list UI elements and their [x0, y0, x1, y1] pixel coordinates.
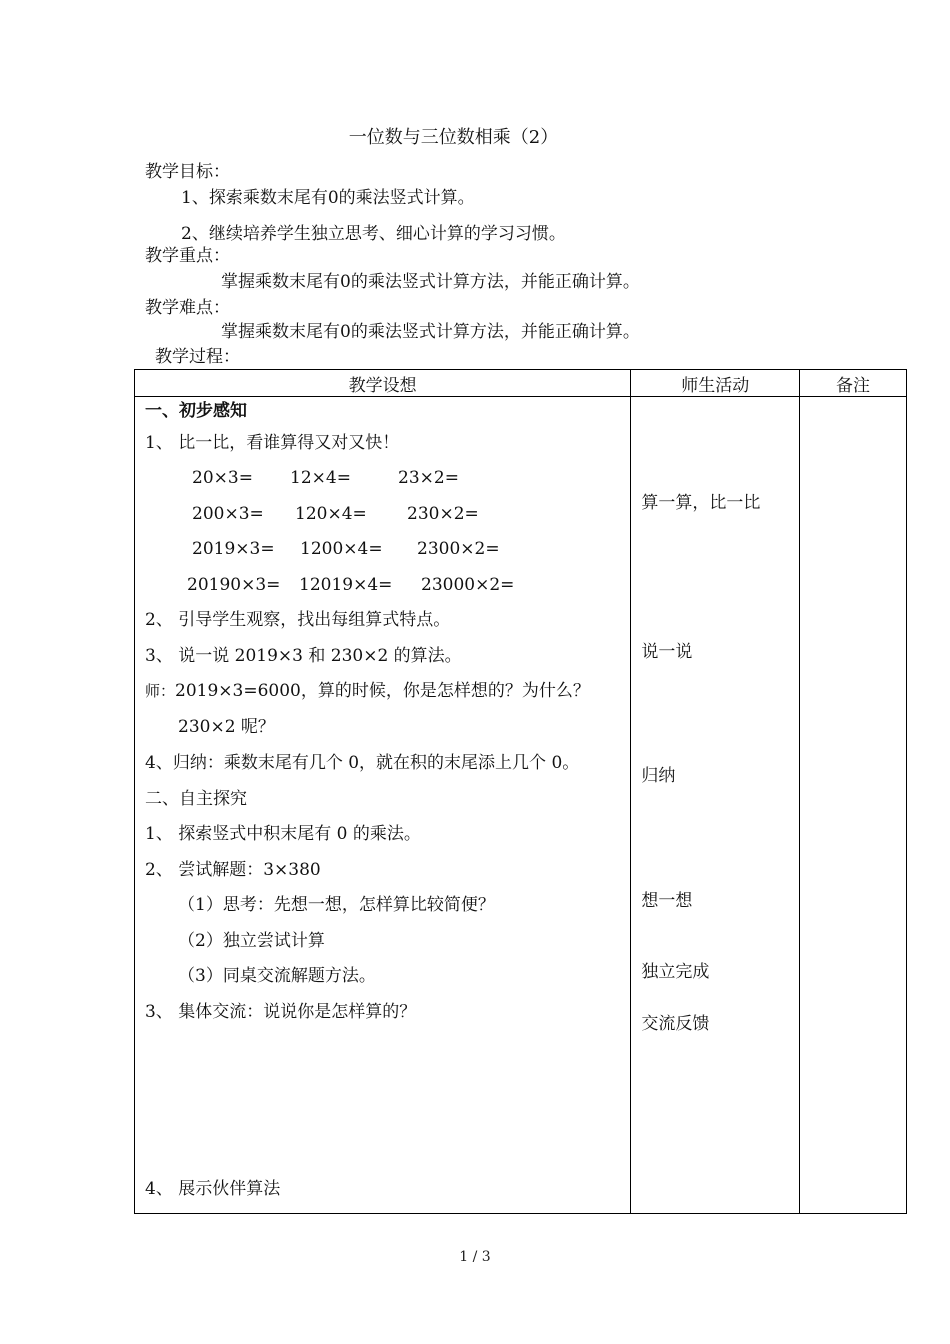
page-title: 一位数与三位数相乘（2） [348, 127, 559, 148]
header-design: 教学设想 [135, 370, 631, 397]
s2-item-3: 3、 集体交流：说说你是怎样算的？ [145, 1002, 417, 1022]
activity-6: 交流反馈 [641, 1014, 710, 1034]
section-1-heading: 一、初步感知 [145, 401, 247, 421]
s2-sub-1: （1）思考：先想一想，怎样算比较简便？ [178, 895, 495, 915]
process-heading: 教学过程： [155, 347, 240, 367]
item-4: 4、归纳：乘数末尾有几个 0，就在积的末尾添上几个 0。 [145, 753, 580, 773]
activity-cell [631, 397, 800, 1214]
section-2-heading: 二、自主探究 [145, 789, 247, 809]
lesson-table [134, 369, 907, 1214]
page-number: 1 / 3 [459, 1249, 491, 1265]
calc-2-2: 2300×2= [417, 539, 500, 559]
design-cell [135, 397, 631, 1214]
difficulty-heading: 教学难点： [145, 298, 230, 318]
calc-3-2: 23000×2= [421, 575, 515, 595]
calc-1-2: 230×2= [407, 504, 479, 524]
item-2: 2、 引导学生观察，找出每组算式特点。 [145, 610, 451, 630]
difficulty-text: 掌握乘数末尾有0的乘法竖式计算方法，并能正确计算。 [221, 322, 640, 342]
goal-item-2: 2、继续培养学生独立思考、细心计算的学习习惯。 [181, 224, 566, 244]
goals-heading: 教学目标： [145, 162, 230, 182]
calc-3-0: 20190×3= [187, 575, 281, 595]
calc-0-1: 12×4= [290, 468, 351, 488]
calc-0-0: 20×3= [192, 468, 253, 488]
calc-2-0: 2019×3= [192, 539, 275, 559]
calc-0-2: 23×2= [398, 468, 459, 488]
s2-item-2: 2、 尝试解题：3×380 [145, 860, 321, 880]
teacher-prefix: 师： [145, 682, 176, 700]
item-1: 1、 比一比，看谁算得又对又快！ [145, 433, 400, 453]
activity-1: 算一算，比一比 [641, 493, 761, 513]
table-body-row [135, 397, 907, 1214]
calc-2-1: 1200×4= [300, 539, 383, 559]
activity-5: 独立完成 [641, 962, 710, 982]
s2-sub-2: （2）独立尝试计算 [178, 931, 325, 951]
teacher-question-2: 230×2 呢？ [178, 717, 275, 737]
activity-4: 想一想 [641, 891, 693, 911]
calc-3-1: 12019×4= [299, 575, 393, 595]
teacher-question: 2019×3=6000，算的时候，你是怎样想的？为什么？ [175, 681, 590, 701]
goal-item-1: 1、探索乘数末尾有0的乘法竖式计算。 [181, 188, 475, 208]
key-point-heading: 教学重点： [145, 246, 230, 266]
item-3: 3、 说一说 2019×3 和 230×2 的算法。 [145, 646, 462, 666]
s2-sub-3: （3）同桌交流解题方法。 [178, 966, 376, 986]
header-notes: 备注 [800, 370, 907, 397]
activity-3: 归纳 [641, 766, 676, 786]
notes-cell [800, 397, 907, 1214]
s2-item-1: 1、 探索竖式中积末尾有 0 的乘法。 [145, 824, 421, 844]
key-point-text: 掌握乘数末尾有0的乘法竖式计算方法，并能正确计算。 [221, 272, 640, 292]
header-activity: 师生活动 [631, 370, 800, 397]
calc-1-0: 200×3= [192, 504, 264, 524]
table-header-row [135, 370, 907, 397]
calc-1-1: 120×4= [295, 504, 367, 524]
activity-2: 说一说 [641, 642, 693, 662]
s2-item-4: 4、 展示伙伴算法 [145, 1179, 281, 1199]
